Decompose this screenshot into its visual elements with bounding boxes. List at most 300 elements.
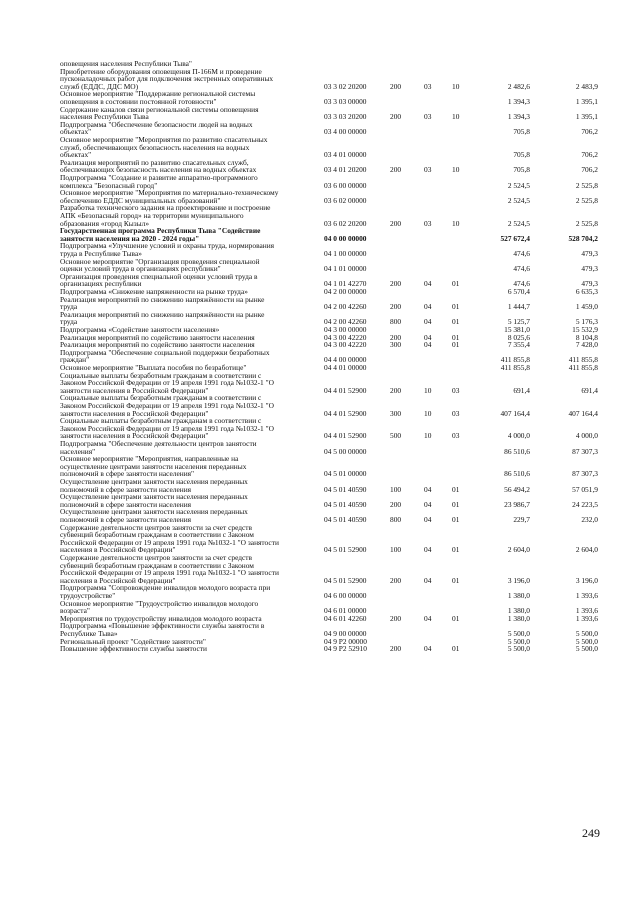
row-name-line: населения в Российской Федерации" — [60, 545, 176, 555]
row-code: 04 5 00 00000 — [324, 446, 367, 456]
row-expense-type: 800 — [390, 514, 402, 524]
row-name-line: труда — [60, 317, 78, 327]
row-amount-2022: 4 000,0 — [575, 431, 598, 441]
row-expense-type: 200 — [390, 332, 402, 342]
row-amount-2021: 1 394,3 — [507, 112, 530, 122]
row-code: 04 2 00 00000 — [324, 287, 367, 296]
table-row — [0, 311, 640, 326]
table-row — [0, 273, 640, 288]
row-name — [60, 159, 322, 174]
row-code: 04 1 01 42270 — [324, 279, 367, 289]
row-name-line: Осуществление центрами занятости населения переданных — [60, 477, 248, 486]
row-name-line: Республике Тыва» — [60, 628, 118, 638]
table-row — [0, 455, 640, 478]
row-amount-2021: 411 855,8 — [500, 355, 530, 365]
row-amount-2021: 2 524,5 — [507, 180, 530, 190]
row-code: 03 6 00 00000 — [324, 180, 367, 190]
row-name — [60, 242, 322, 257]
row-name-line: объектах" — [60, 150, 92, 160]
row-amount-2022: 2 483,9 — [575, 81, 598, 91]
row-name-line: полномочий в сфере занятости населения — [60, 484, 192, 494]
row-name-line: Российской Федерации от 19 апреля 1991 года №1032-1 "О занятости — [60, 568, 279, 578]
table-row — [0, 508, 640, 523]
row-name — [60, 189, 322, 204]
row-code: 03 3 02 20200 — [324, 81, 367, 91]
row-section: 04 — [424, 332, 432, 342]
row-name — [60, 584, 322, 599]
row-amount-2021: 1 444,7 — [507, 302, 530, 312]
row-subsection: 01 — [452, 340, 460, 350]
row-amount-2022: 5 500,0 — [575, 628, 598, 638]
row-expense-type: 200 — [390, 613, 402, 623]
row-name-line: организациях республики — [60, 279, 142, 289]
row-name-line: обеспечивающих безопасность населения на водных объектах — [60, 165, 257, 175]
row-name-line: Реализация мероприятий по снижению напряжённости на рынке — [60, 294, 265, 304]
row-name — [60, 455, 322, 478]
row-name-line: Осуществление центрами занятости населения переданных — [60, 507, 248, 517]
row-code: 03 3 03 20200 — [324, 112, 367, 122]
row-name-line: АПК «Безопасный город» на территории муниципального — [60, 210, 244, 220]
row-name-line: Социальные выплаты безработным гражданам в соответствии с — [60, 393, 262, 403]
row-name-line: Основное мероприятие "Поддержание региональной системы — [60, 89, 256, 99]
row-amount-2022: 87 307,3 — [572, 446, 598, 456]
row-expense-type: 200 — [390, 165, 402, 175]
row-code: 04 4 01 00000 — [324, 363, 367, 372]
row-code: 04 5 01 00000 — [324, 469, 367, 479]
row-expense-type: 200 — [390, 112, 402, 122]
row-section: 10 — [424, 408, 432, 418]
row-subsection: 10 — [452, 165, 460, 175]
row-name-line: Подпрограмма "Обеспечение деятельности центров занятости — [60, 439, 257, 448]
row-name-line: Мероприятия по трудоустройству инвалидов молодого возраста — [60, 613, 262, 623]
row-subsection: 03 — [452, 431, 460, 441]
row-amount-2022: 706,2 — [581, 150, 598, 160]
row-section: 04 — [424, 613, 432, 623]
row-amount-2022: 479,3 — [581, 248, 598, 258]
row-name — [60, 273, 322, 288]
row-name-line: Российской Федерации от 19 апреля 1991 года №1032-1 "О занятости — [60, 537, 279, 547]
row-section: 04 — [424, 317, 432, 327]
row-amount-2021: 8 025,6 — [507, 332, 530, 342]
row-code: 04 2 00 42260 — [324, 317, 367, 327]
table-row — [0, 349, 640, 364]
row-subsection: 01 — [452, 613, 460, 623]
row-amount-2021: 15 381,0 — [504, 325, 530, 334]
row-amount-2021: 23 986,7 — [504, 499, 530, 509]
page-number: 249 — [582, 826, 600, 840]
row-code: 04 5 01 52900 — [324, 575, 367, 585]
row-name — [60, 493, 322, 508]
table-row — [0, 584, 640, 599]
row-name-line: Реализация мероприятий по содействию занятости населения — [60, 332, 255, 342]
table-row — [0, 227, 640, 242]
row-code: 04 4 01 52900 — [324, 431, 367, 441]
row-amount-2021: 2 524,5 — [507, 195, 530, 205]
row-name-line: Подпрограмма «Повышение эффективности службы занятости в — [60, 621, 265, 631]
table-row — [0, 189, 640, 204]
row-amount-2021: 2 482,6 — [507, 81, 530, 91]
row-name — [60, 524, 322, 554]
row-amount-2021: 3 196,0 — [507, 575, 530, 585]
table-row — [0, 204, 640, 227]
row-name-line: труда — [60, 302, 78, 312]
row-name — [60, 296, 322, 311]
table-row — [0, 417, 640, 440]
table-row — [0, 121, 640, 136]
row-code: 04 2 00 42260 — [324, 302, 367, 312]
table-row — [0, 394, 640, 417]
row-amount-2021: 86 510,6 — [504, 446, 530, 456]
row-name-line: полномочий в сфере занятости населения — [60, 499, 192, 509]
row-amount-2021: 691,4 — [513, 385, 530, 395]
row-name-line: занятости населения в Российской Федерации" — [60, 431, 209, 441]
row-name-line: Подпрограмма "Создание и развитие аппаратно-программного — [60, 173, 258, 182]
row-code: 04 3 00 00000 — [324, 325, 367, 334]
row-amount-2022: 5 500,0 — [575, 636, 598, 646]
row-name — [60, 174, 322, 189]
row-name — [60, 349, 322, 364]
row-name-line: занятости населения на 2020 - 2024 годы" — [60, 233, 200, 243]
row-name-line: полномочий в сфере занятости населения — [60, 514, 192, 524]
row-subsection: 01 — [452, 279, 460, 289]
row-name-line: оповещения населения Республики Тыва" — [60, 59, 192, 68]
row-subsection: 10 — [452, 81, 460, 91]
row-name-line: Подпрограмма "Обеспечение безопасности людей на водных — [60, 119, 253, 129]
row-code: 04 3 00 42220 — [324, 332, 367, 342]
row-name-line: Подпрограмма «Снижение напряженности на рынке труда» — [60, 287, 248, 296]
row-expense-type: 300 — [390, 408, 402, 418]
row-section: 04 — [424, 644, 432, 654]
row-name-line: Содержание деятельности центров занятости за счет средств — [60, 522, 253, 532]
row-name-line: Социальные выплаты безработным гражданам в соответствии с — [60, 370, 262, 380]
table-row — [0, 493, 640, 508]
table-row — [0, 174, 640, 189]
row-code: 04 6 01 42260 — [324, 613, 367, 623]
row-amount-2022: 24 223,5 — [572, 499, 598, 509]
row-name-line: Основное мероприятие "Выплата пособия по безработице" — [60, 363, 247, 372]
row-expense-type: 500 — [390, 431, 402, 441]
row-amount-2022: 1 459,0 — [575, 302, 598, 312]
row-name-line: труда в Республике Тыва» — [60, 248, 142, 258]
row-name-line: Реализация мероприятий по содействию занятости населения — [60, 340, 255, 350]
row-name-line: Законом Российской Федерации от 19 апреля 1991 года №1032-1 "О — [60, 423, 274, 433]
row-name-line: полномочий в сфере занятости населения" — [60, 469, 195, 479]
table-row — [0, 242, 640, 257]
row-name-line: Организация проведения специальной оценки условий труда в — [60, 271, 258, 281]
row-code: 04 4 00 00000 — [324, 355, 367, 365]
row-code: 04 5 01 40590 — [324, 514, 367, 524]
row-amount-2021: 5 125,7 — [507, 317, 530, 327]
row-subsection: 01 — [452, 302, 460, 312]
row-subsection: 03 — [452, 385, 460, 395]
row-name-line: Повышение эффективности службы занятости — [60, 644, 207, 654]
row-section: 04 — [424, 340, 432, 350]
row-name — [60, 106, 322, 121]
row-subsection: 01 — [452, 484, 460, 494]
row-amount-2022: 3 196,0 — [575, 575, 598, 585]
row-amount-2021: 705,8 — [513, 165, 530, 175]
row-subsection: 01 — [452, 545, 460, 555]
row-section: 04 — [424, 514, 432, 524]
row-name-line: населения в Российской Федерации" — [60, 575, 176, 585]
row-amount-2022: 1 393,6 — [575, 606, 598, 616]
row-amount-2021: 705,8 — [513, 127, 530, 137]
row-amount-2022: 691,4 — [581, 385, 598, 395]
row-name — [60, 622, 322, 637]
row-expense-type: 200 — [390, 499, 402, 509]
row-name-line: Подпрограмма «Содействие занятости населения» — [60, 325, 220, 334]
row-subsection: 03 — [452, 408, 460, 418]
row-code: 04 1 01 00000 — [324, 264, 367, 274]
row-amount-2022: 2 525,8 — [575, 180, 598, 190]
row-name-line: Подпрограмма «Улучшение условий и охраны труда, нормирования — [60, 241, 275, 251]
row-amount-2021: 6 570,4 — [507, 287, 530, 296]
row-amount-2022: 5 176,3 — [575, 317, 598, 327]
row-expense-type: 800 — [390, 317, 402, 327]
row-amount-2021: 5 500,0 — [507, 628, 530, 638]
row-subsection: 10 — [452, 112, 460, 122]
row-amount-2022: 1 393,6 — [575, 613, 598, 623]
row-name — [60, 508, 322, 523]
row-name-line: осуществление центрами занятости населения переданных — [60, 461, 247, 471]
row-code: 03 6 02 20200 — [324, 218, 367, 228]
row-expense-type: 200 — [390, 575, 402, 585]
table-row — [0, 106, 640, 121]
row-amount-2021: 1 380,0 — [507, 590, 530, 600]
row-section: 03 — [424, 112, 432, 122]
row-amount-2021: 407 164,4 — [500, 408, 530, 418]
row-name — [60, 227, 322, 242]
row-section: 10 — [424, 431, 432, 441]
row-amount-2021: 2 604,0 — [507, 545, 530, 555]
row-amount-2021: 5 500,0 — [507, 636, 530, 646]
row-code: 04 1 00 00000 — [324, 248, 367, 258]
row-section: 10 — [424, 385, 432, 395]
row-expense-type: 100 — [390, 545, 402, 555]
row-amount-2022: 1 395,1 — [575, 96, 598, 106]
row-name-line: трудоустройстве" — [60, 590, 116, 600]
row-amount-2021: 1 394,3 — [507, 96, 530, 106]
row-amount-2022: 2 525,8 — [575, 218, 598, 228]
row-code: 04 9 P2 00000 — [324, 636, 367, 646]
row-amount-2022: 706,2 — [581, 127, 598, 137]
row-name-line: образования «город Кызыл» — [60, 218, 150, 228]
row-name-line: Основное мероприятие "Мероприятия по материально-техническому — [60, 188, 279, 198]
row-amount-2022: 528 704,2 — [568, 233, 598, 243]
row-name-line: Законом Российской Федерации от 19 апреля 1991 года №1032-1 "О — [60, 378, 274, 388]
row-amount-2022: 15 532,9 — [572, 325, 598, 334]
row-name — [60, 204, 322, 227]
table-row — [0, 524, 640, 554]
row-expense-type: 200 — [390, 81, 402, 91]
row-name-line: оповещения в состоянии постоянной готовности" — [60, 96, 217, 106]
row-amount-2021: 4 000,0 — [507, 431, 530, 441]
row-name-line: возраста" — [60, 606, 90, 616]
row-amount-2021: 86 510,6 — [504, 469, 530, 479]
row-name-line: граждан" — [60, 355, 90, 365]
row-name-line: оценки условий труда в организациях республики" — [60, 264, 221, 274]
row-amount-2022: 8 104,8 — [575, 332, 598, 342]
table-row — [0, 372, 640, 395]
row-code: 04 4 01 52900 — [324, 408, 367, 418]
row-name-line: Социальные выплаты безработным гражданам в соответствии с — [60, 416, 262, 426]
row-name-line: субвенций безработным гражданам в соответствии с Законом — [60, 530, 254, 540]
table-row — [0, 296, 640, 311]
row-name-line: Основное мероприятие "Мероприятия по развитию спасательных — [60, 135, 268, 144]
row-name-line: субвенций безработным гражданам в соответствии с Законом — [60, 560, 254, 570]
row-amount-2022: 411 855,8 — [568, 363, 598, 372]
row-amount-2021: 7 355,4 — [507, 340, 530, 350]
row-code: 04 9 P2 52910 — [324, 644, 367, 654]
row-name-line: Региональный проект "Содействие занятости" — [60, 636, 206, 646]
table-row — [0, 258, 640, 273]
row-amount-2022: 479,3 — [581, 264, 598, 274]
row-name-line: Реализация мероприятий по снижению напряжённости на рынке — [60, 309, 265, 319]
row-name-line: пусконаладочных работ для подключения экстренных оперативных — [60, 74, 274, 84]
row-amount-2022: 7 428,0 — [575, 340, 598, 350]
row-name — [60, 311, 322, 326]
row-name-line: занятости населения в Российской Федерации" — [60, 385, 209, 395]
row-amount-2021: 411 855,8 — [500, 363, 530, 372]
row-expense-type: 200 — [390, 644, 402, 654]
row-amount-2022: 6 635,3 — [575, 287, 598, 296]
row-code: 04 6 00 00000 — [324, 590, 367, 600]
row-name-line: Содержание деятельности центров занятости за счет средств — [60, 553, 253, 562]
row-name-line: населения Республики Тыва — [60, 112, 149, 122]
row-name-line: служб, обеспечивающих безопасность населения на водных — [60, 142, 250, 152]
row-subsection: 01 — [452, 317, 460, 327]
row-code: 03 4 01 20200 — [324, 165, 367, 175]
row-name-line: населения" — [60, 446, 96, 456]
row-name-line: Государственная программа Республики Тыва "Содействие — [60, 226, 261, 236]
row-name-line: Осуществление центрами занятости населения переданных — [60, 492, 248, 502]
row-expense-type: 200 — [390, 302, 402, 312]
row-code: 04 4 01 52900 — [324, 385, 367, 395]
row-name — [60, 68, 322, 91]
row-name-line: Подпрограмма "Сопровождение инвалидов молодого возраста при — [60, 583, 271, 593]
row-amount-2021: 1 380,0 — [507, 606, 530, 616]
row-name-line: Законом Российской Федерации от 19 апреля 1991 года №1032-1 "О — [60, 400, 274, 410]
row-amount-2021: 527 672,4 — [500, 233, 530, 243]
table-row — [0, 90, 640, 105]
row-amount-2021: 5 500,0 — [507, 644, 530, 654]
row-amount-2021: 474,6 — [513, 264, 530, 274]
row-subsection: 01 — [452, 499, 460, 509]
row-expense-type: 200 — [390, 385, 402, 395]
table-row — [0, 136, 640, 159]
row-code: 04 5 01 40590 — [324, 499, 367, 509]
row-name-line: Приобретение оборудования оповещения П-166М и проведение — [60, 66, 262, 76]
row-amount-2022: 479,3 — [581, 279, 598, 289]
row-section: 04 — [424, 575, 432, 585]
row-amount-2021: 1 380,0 — [507, 613, 530, 623]
row-name — [60, 90, 322, 105]
row-name-line: Содержание каналов связи региональной системы оповещения — [60, 104, 259, 114]
row-name — [60, 372, 322, 395]
row-subsection: 01 — [452, 575, 460, 585]
row-amount-2021: 474,6 — [513, 279, 530, 289]
row-section: 04 — [424, 545, 432, 555]
row-amount-2021: 705,8 — [513, 150, 530, 160]
row-amount-2021: 474,6 — [513, 248, 530, 258]
row-name-line: обеспечению ЕДДС муниципальных образований" — [60, 195, 221, 205]
row-subsection: 01 — [452, 514, 460, 524]
row-name — [60, 121, 322, 136]
row-expense-type: 300 — [390, 340, 402, 350]
row-section: 03 — [424, 165, 432, 175]
row-amount-2021: 56 494,2 — [504, 484, 530, 494]
row-code: 04 5 01 40590 — [324, 484, 367, 494]
row-expense-type: 100 — [390, 484, 402, 494]
table-row — [0, 159, 640, 174]
row-code: 03 4 01 00000 — [324, 150, 367, 160]
row-code: 03 6 02 00000 — [324, 195, 367, 205]
row-section: 04 — [424, 279, 432, 289]
row-section: 04 — [424, 302, 432, 312]
table-row — [0, 440, 640, 455]
row-subsection: 01 — [452, 644, 460, 654]
row-amount-2022: 5 500,0 — [575, 644, 598, 654]
row-name — [60, 600, 322, 615]
row-name-line: Реализация мероприятий по развитию спасательных служб, — [60, 157, 249, 167]
row-amount-2022: 1 393,6 — [575, 590, 598, 600]
row-expense-type: 200 — [390, 218, 402, 228]
row-name — [60, 136, 322, 159]
row-name — [60, 554, 322, 584]
row-section: 03 — [424, 218, 432, 228]
row-code: 03 3 03 00000 — [324, 96, 367, 106]
row-code: 04 3 00 42220 — [324, 340, 367, 350]
row-subsection: 10 — [452, 218, 460, 228]
row-name-line: служб (ЕДДС, ДДС МО) — [60, 81, 139, 91]
row-name-line: занятости населения в Российской Федерации" — [60, 408, 209, 418]
row-amount-2022: 706,2 — [581, 165, 598, 175]
row-name — [60, 394, 322, 417]
row-name — [60, 645, 322, 653]
table-row — [0, 622, 640, 637]
row-amount-2022: 411 855,8 — [568, 355, 598, 365]
row-section: 04 — [424, 484, 432, 494]
row-name-line: Основное мероприятие "Трудоустройство инвалидов молодого — [60, 598, 259, 608]
table-row — [0, 554, 640, 584]
row-name-line: Подпрограмма "Обеспечение социальной поддержки безработных — [60, 347, 270, 357]
row-amount-2022: 2 604,0 — [575, 545, 598, 555]
row-name-line: Разработка технического задания на проектирование и построение — [60, 203, 271, 213]
row-subsection: 01 — [452, 332, 460, 342]
row-code: 03 4 00 00000 — [324, 127, 367, 137]
row-name-line: комплекса "Безопасный город" — [60, 180, 158, 190]
row-amount-2022: 1 395,1 — [575, 112, 598, 122]
table-row — [0, 600, 640, 615]
row-code: 04 5 01 52900 — [324, 545, 367, 555]
row-section: 04 — [424, 499, 432, 509]
table-row — [0, 645, 640, 653]
row-name-line: объектах" — [60, 127, 92, 137]
row-name — [60, 417, 322, 440]
row-code: 04 0 00 00000 — [324, 233, 367, 243]
row-code: 04 6 01 00000 — [324, 606, 367, 616]
row-name — [60, 478, 322, 493]
row-code: 04 9 00 00000 — [324, 628, 367, 638]
row-amount-2021: 229,7 — [513, 514, 530, 524]
table-row — [0, 68, 640, 91]
row-amount-2022: 232,0 — [581, 514, 598, 524]
row-expense-type: 200 — [390, 279, 402, 289]
row-name-line: Основное мероприятие "Организация проведения специальной — [60, 256, 260, 266]
row-amount-2022: 2 525,8 — [575, 195, 598, 205]
row-amount-2022: 57 051,9 — [572, 484, 598, 494]
row-name — [60, 440, 322, 455]
